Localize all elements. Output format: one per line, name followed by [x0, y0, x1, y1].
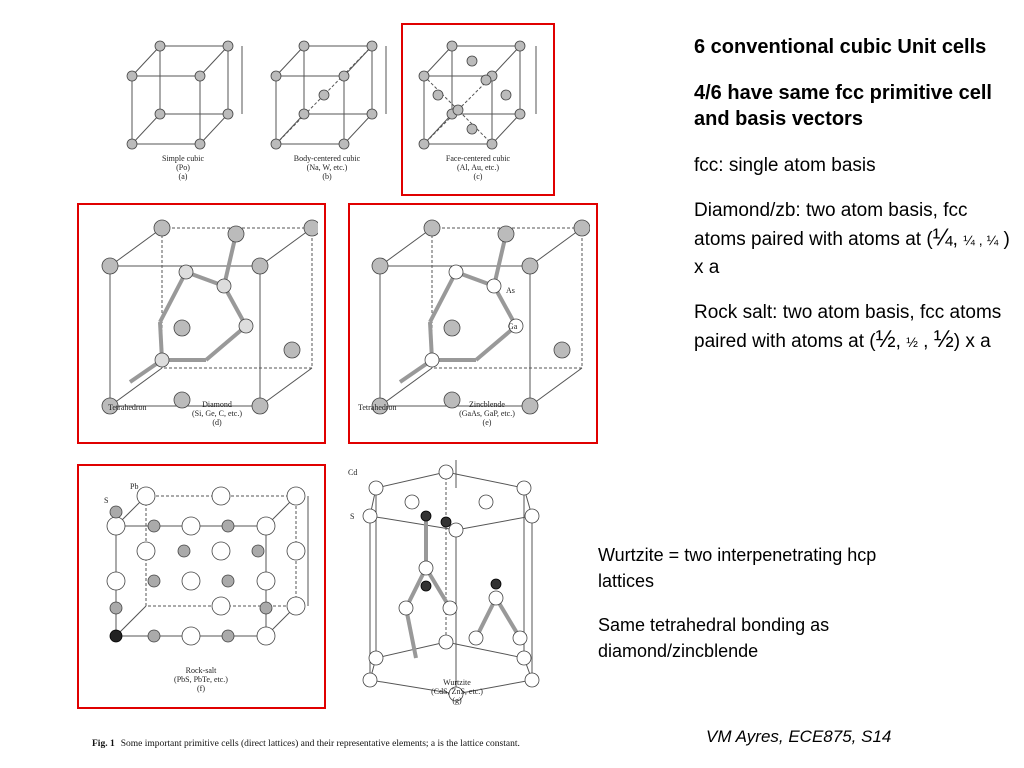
fcc-cell — [410, 28, 546, 196]
diamond-tetrahedron-label: Tetrahedron — [108, 403, 147, 412]
tetrahedral-text: Same tetrahedral bonding as diamond/zincblende — [598, 615, 830, 661]
wurtzite-caption: Wurtzite (CdS, ZnS, etc.) (g) — [431, 678, 483, 705]
diamond-caption: Diamond (Si, Ge, C, etc.) (d) — [192, 400, 242, 427]
heading-cubic-cells: 6 conventional cubic Unit cells — [694, 36, 987, 58]
simple-cubic-cell — [118, 28, 248, 196]
zincblende-cell — [356, 210, 590, 442]
bcc-cell — [262, 28, 392, 196]
figure-caption-text: Some important primitive cells (direct lattices) and their representative elements; a is the lattice constant. — [120, 739, 520, 749]
footer-credit: VM Ayres, ECE875, S14 — [706, 727, 892, 746]
rocksalt-basis-text: Rock salt: two atom basis, fcc atoms paired with atoms at (½, ½ , ½) x a — [694, 302, 1002, 353]
text-panel-lower — [598, 542, 928, 682]
text-panel-upper — [694, 34, 1014, 374]
rocksalt-cell — [86, 470, 318, 708]
rocksalt-caption: Rock-salt (PbS, PbTe, etc.) (f) — [174, 666, 228, 693]
wurtzite-cd-label: Cd — [348, 468, 358, 477]
fcc-basis-text: fcc: single atom basis — [694, 155, 876, 176]
zincblende-ga-label: Ga — [508, 322, 518, 331]
figure-caption — [92, 738, 572, 750]
diamond-basis-text: Diamond/zb: two atom basis, fcc atoms paired with atoms at (¼, ¼ , ¼ ) x a — [694, 200, 1010, 278]
zincblende-caption: Zincblende (GaAs, GaP, etc.) (e) — [459, 400, 515, 427]
heading-fcc-primitive: 4/6 have same fcc primitive cell and basis vectors — [694, 82, 992, 130]
wurtzite-cell — [336, 458, 572, 712]
rocksalt-s-label: S — [104, 496, 109, 505]
rocksalt-pb-label: Pb — [130, 482, 139, 491]
simple-cubic-caption: Simple cubic (Po) (a) — [162, 154, 204, 181]
bcc-caption: Body-centered cubic (Na, W, etc.) (b) — [293, 154, 361, 181]
zincblende-as-label: As — [506, 286, 515, 295]
wurtzite-diagram — [336, 458, 572, 712]
fcc-caption: Face-centered cubic (Al, Au, etc.) (c) — [445, 154, 511, 181]
figure-label: Fig. 1 — [92, 739, 115, 749]
diamond-cell — [86, 210, 318, 442]
wurtzite-s-label: S — [350, 512, 355, 521]
wurtzite-text: Wurtzite = two interpenetrating hcp lattices — [598, 545, 877, 591]
zincblende-tetrahedron-label: Tetrahedron — [358, 403, 397, 412]
